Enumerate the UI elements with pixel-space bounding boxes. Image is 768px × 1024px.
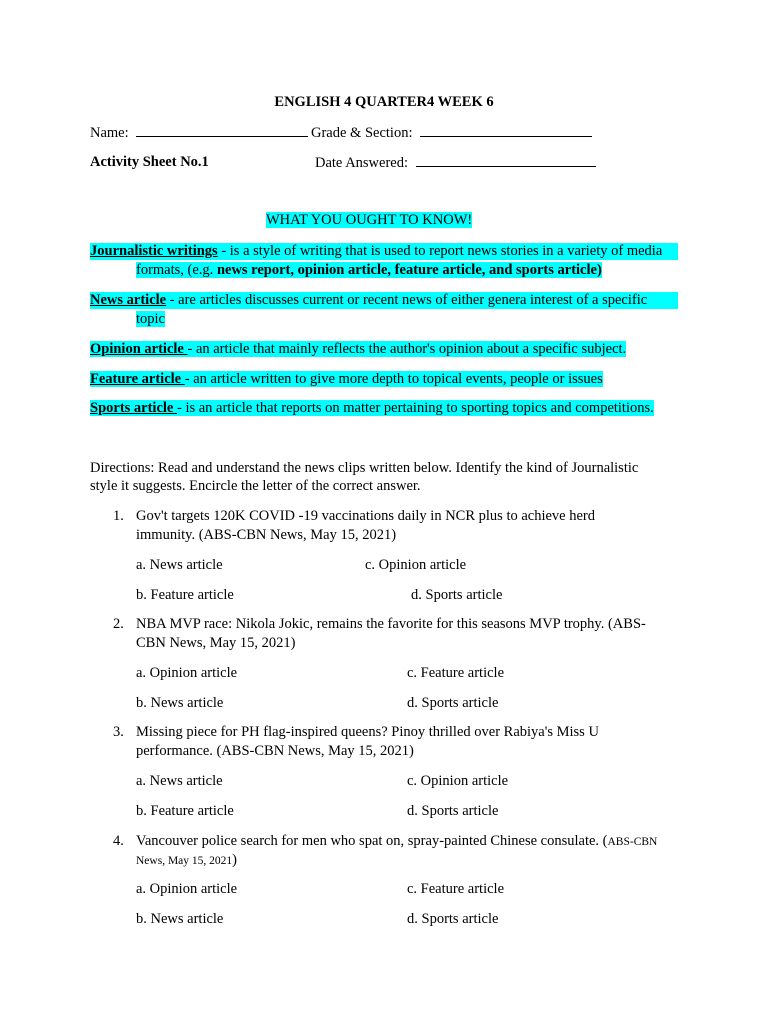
question-text-cont: immunity. (ABS-CBN News, May 15, 2021): [136, 527, 397, 543]
date-blank[interactable]: [416, 154, 596, 167]
directions-line-2: style it suggests. Encircle the letter of the correct answer.: [90, 478, 421, 494]
choice-d[interactable]: d. Sports article: [407, 911, 499, 927]
definition-text: - an article written to give more depth to topical events, people or issues: [184, 371, 603, 387]
choice-c[interactable]: c. Feature article: [407, 665, 505, 681]
definition-sports: [90, 400, 654, 417]
name-field: [90, 124, 308, 142]
date-label: Date Answered:: [315, 155, 409, 171]
choice-d[interactable]: d. Sports article: [407, 803, 499, 819]
choice-a[interactable]: a. News article: [136, 557, 223, 573]
definition-text: - are articles discusses current or recent news of either genera interest of a specific: [166, 292, 648, 308]
choice-c[interactable]: c. Opinion article: [407, 773, 509, 789]
grade-field: [311, 124, 592, 142]
definition-news-cont: topic: [136, 311, 165, 327]
question-text: NBA MVP race: Nikola Jokic, remains the favorite for this seasons MVP trophy. (ABS-: [136, 616, 646, 632]
choice-b[interactable]: b. Feature article: [136, 803, 234, 819]
definition-news: [90, 292, 678, 309]
question-text-cont: News, May 15, 2021): [136, 852, 237, 868]
activity-label: Activity Sheet No.1: [90, 154, 209, 170]
choice-a[interactable]: a. Opinion article: [136, 665, 238, 681]
choice-a[interactable]: a. Opinion article: [136, 881, 238, 897]
choice-b[interactable]: b. News article: [136, 695, 224, 711]
choice-d[interactable]: d. Sports article: [411, 587, 503, 603]
question-number: 4.: [113, 833, 124, 849]
choice-b[interactable]: b. News article: [136, 911, 224, 927]
directions-line-1: Directions: Read and understand the news clips written below. Identify the kind of Journalistic: [90, 460, 639, 476]
definition-text: - is a style of writing that is used to report news stories in a variety of media: [217, 243, 663, 259]
definition-journalistic-cont: formats, (e.g. news report, opinion article, feature article, and sports article): [136, 262, 602, 278]
question-text: Vancouver police search for men who spat on, spray-painted Chinese consulate. (ABS-CBN: [136, 833, 658, 849]
definition-term: News article: [90, 292, 167, 308]
question-text-cont: CBN News, May 15, 2021): [136, 635, 296, 651]
definition-term: Feature article: [90, 371, 185, 387]
choice-b[interactable]: b. Feature article: [136, 587, 234, 603]
choice-c[interactable]: c. Feature article: [407, 881, 505, 897]
question-number: 2.: [113, 616, 124, 632]
grade-label: Grade & Section:: [311, 125, 413, 141]
definition-term: Opinion article: [90, 341, 188, 357]
question-text-cont: performance. (ABS-CBN News, May 15, 2021): [136, 743, 414, 759]
definition-text: - is an article that reports on matter pertaining to sporting topics and competitions.: [176, 400, 654, 416]
choice-a[interactable]: a. News article: [136, 773, 223, 789]
grade-blank[interactable]: [420, 124, 592, 137]
definition-text: - an article that mainly reflects the author's opinion about a specific subject.: [187, 341, 627, 357]
page-title: ENGLISH 4 QUARTER4 WEEK 6: [274, 94, 494, 110]
question-number: 3.: [113, 724, 124, 740]
definition-opinion: [90, 341, 626, 358]
know-heading: WHAT YOU OUGHT TO KNOW!: [266, 212, 473, 228]
definition-term: Sports article: [90, 400, 177, 416]
name-label: Name:: [90, 125, 129, 141]
definition-feature: [90, 371, 603, 388]
definition-term: Journalistic writings: [90, 243, 218, 259]
question-text: Gov't targets 120K COVID -19 vaccinations daily in NCR plus to achieve herd: [136, 508, 596, 524]
name-blank[interactable]: [136, 124, 308, 137]
date-field: [315, 154, 596, 172]
question-text: Missing piece for PH flag-inspired queens? Pinoy thrilled over Rabiya's Miss U: [136, 724, 599, 740]
definition-journalistic: [90, 243, 678, 260]
choice-d[interactable]: d. Sports article: [407, 695, 499, 711]
choice-c[interactable]: c. Opinion article: [365, 557, 467, 573]
question-number: 1.: [113, 508, 124, 524]
